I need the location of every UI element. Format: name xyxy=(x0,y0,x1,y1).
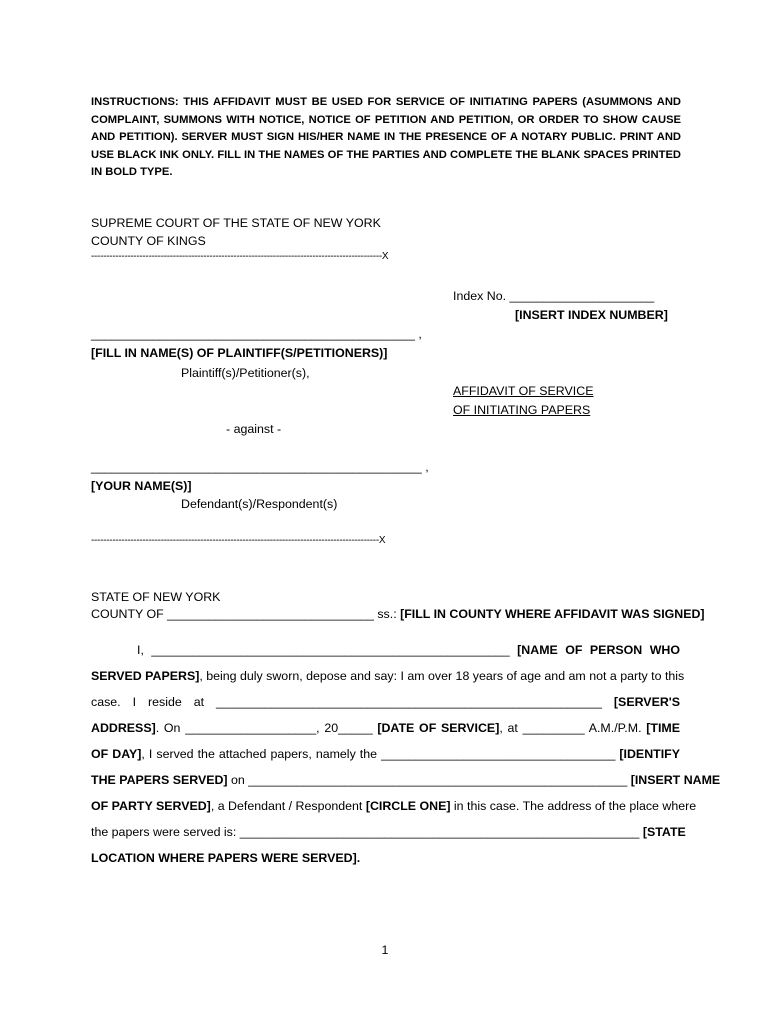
index-number-field[interactable]: Index No. _____________________ xyxy=(453,289,655,303)
court-county: COUNTY OF KINGS xyxy=(91,234,206,248)
papers-served-field[interactable]: , I served the attached papers, namely the __________________________________ xyxy=(141,747,620,761)
body-line-8: the papers were served is: __________________________________________________________ [STATE xyxy=(91,825,686,839)
court-name: SUPREME COURT OF THE STATE OF NEW YORK xyxy=(91,216,381,230)
plaintiff-name-hint: [FILL IN NAME(S) OF PLAINTIFF(S/PETITIONERS)] xyxy=(91,346,388,360)
index-number-hint: [INSERT INDEX NUMBER] xyxy=(515,308,668,322)
service-date-field[interactable]: . On ___________________, 20_____ xyxy=(155,721,378,735)
body-line-3: case. I reside at ________________________________________________________ [SERVER'S xyxy=(91,695,680,709)
body-line-6: THE PAPERS SERVED] on _______________________________________________________ [INSERT NAME xyxy=(91,773,721,787)
document-title-line1: AFFIDAVIT OF SERVICE xyxy=(453,384,594,398)
body-line-1: I, ____________________________________________________ [NAME OF PERSON WHO xyxy=(137,643,680,657)
venue-county[interactable] xyxy=(91,607,705,621)
caption-rule-top: ------------------------------------------------------------------------------------------------X xyxy=(91,251,389,262)
server-address-field[interactable]: case. I reside at ________________________________________________________ xyxy=(91,695,614,709)
body-line-4: ADDRESS]. On ___________________, 20_____ [DATE OF SERVICE], at _________ A.M./P.M. [TIME xyxy=(91,721,681,735)
body-line-5: OF DAY], I served the attached papers, namely the __________________________________ [IDENTIFY xyxy=(91,747,680,761)
instructions: INSTRUCTIONS: THIS AFFIDAVIT MUST BE USED FOR SERVICE OF INITIATING PAPERS (ASUMMONS AND COMPLAINT, SUMMONS WITH NOTICE, NOTICE OF PETITION AND PETITION, OR ORDER TO SHOW CAUSE AND PETITION). SERVER MUST SIGN HIS/HER NAME IN THE PRESENCE OF A NOTARY PUBLIC. PRINT AND USE BLACK INK ONLY. FILL IN THE NAMES OF THE PARTIES AND COMPLETE THE BLANK SPACES PRINTED IN BOLD TYPE. xyxy=(91,96,681,179)
body-line-9: LOCATION WHERE PAPERS WERE SERVED]. xyxy=(91,851,361,865)
server-name-field[interactable]: I, ____________________________________________________ xyxy=(137,643,518,657)
defendant-role: Defendant(s)/Respondent(s) xyxy=(181,497,338,511)
body-line-7: OF PARTY SERVED], a Defendant / Respondent [CIRCLE ONE] in this case. The address of the place where xyxy=(91,799,697,813)
page-number: 1 xyxy=(381,943,389,957)
document-title-line2: OF INITIATING PAPERS xyxy=(453,403,591,417)
service-time-field[interactable]: , at _________ A.M./P.M. xyxy=(499,721,647,735)
venue-county-hint: [FILL IN COUNTY WHERE AFFIDAVIT WAS SIGNED] xyxy=(400,607,705,621)
defendant-name-field[interactable]: ________________________________________________ , xyxy=(91,460,429,474)
venue-county-field[interactable]: COUNTY OF ______________________________ ss.: xyxy=(91,607,401,621)
caption-rule-bottom: -----------------------------------------------------------------------------------------------X xyxy=(91,535,386,546)
service-location-field[interactable]: the papers were served is: __________________________________________________________ xyxy=(91,825,643,839)
plaintiff-name-field[interactable]: _______________________________________________ , xyxy=(91,327,422,341)
plaintiff-role: Plaintiff(s)/Petitioner(s), xyxy=(181,366,310,380)
venue-state: STATE OF NEW YORK xyxy=(91,590,221,604)
body-line-2: SERVED PAPERS], being duly sworn, depose and say: I am over 18 years of age and am not a party to this xyxy=(91,669,685,683)
against-label: - against - xyxy=(226,422,282,436)
defendant-name-hint: [YOUR NAME(S)] xyxy=(91,479,192,493)
party-served-field[interactable]: on _______________________________________________________ xyxy=(227,773,631,787)
